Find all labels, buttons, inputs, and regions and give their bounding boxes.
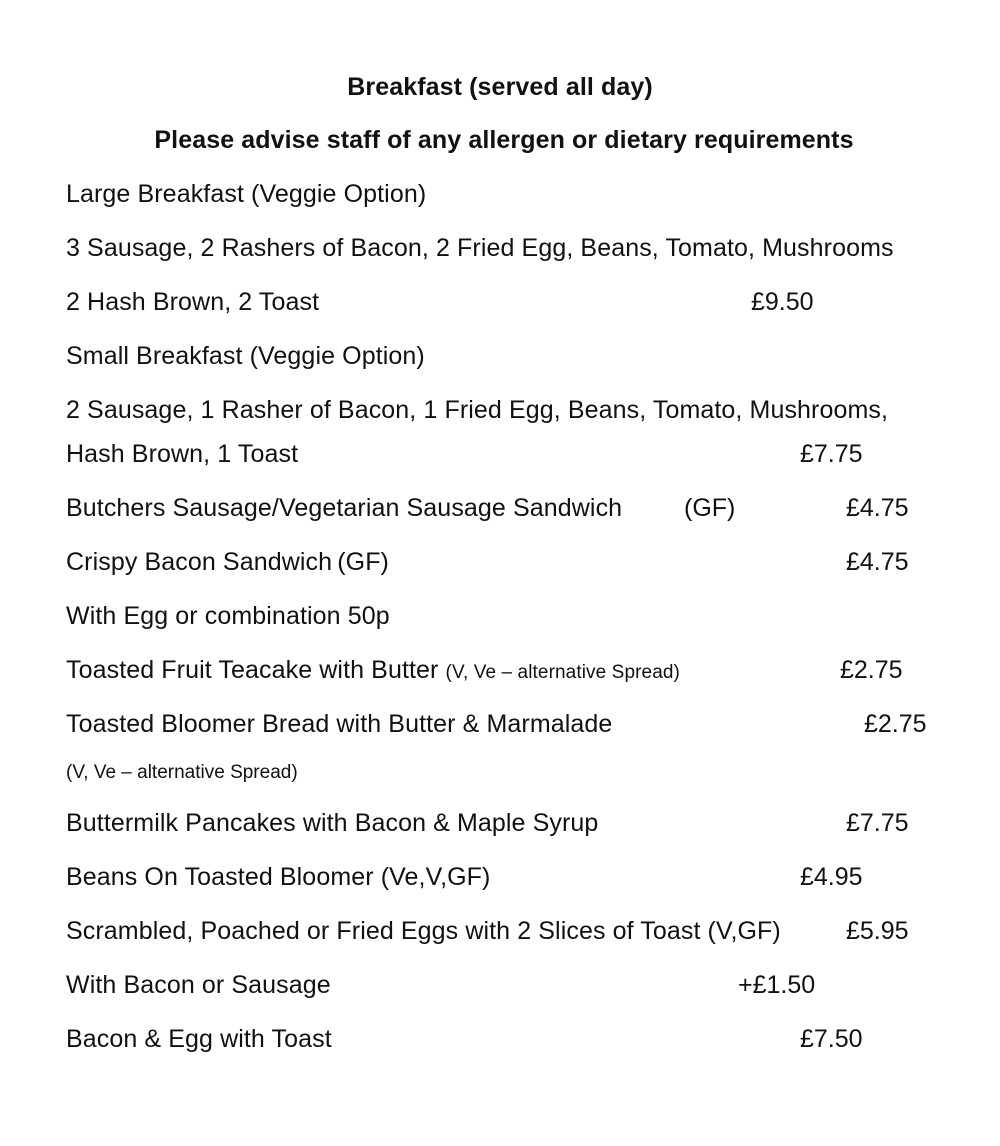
menu-item-price: £2.75: [864, 710, 927, 738]
menu-item-name: Small Breakfast (Veggie Option): [66, 342, 425, 370]
menu-item-name: Crispy Bacon Sandwich (GF): [66, 548, 389, 576]
menu-item-name: Beans On Toasted Bloomer (Ve,V,GF): [66, 863, 491, 891]
menu-item-name: Toasted Fruit Teacake with Butter: [66, 656, 439, 684]
menu-title: Breakfast (served all day): [347, 73, 653, 101]
menu-item-name: Bacon & Egg with Toast: [66, 1025, 332, 1053]
menu-item-description: Hash Brown, 1 Toast: [66, 440, 299, 468]
menu-item-price: £4.75: [846, 494, 909, 522]
menu-item-extra: With Bacon or Sausage: [66, 971, 331, 999]
menu-item-note: (V, Ve – alternative Spread): [445, 662, 680, 683]
menu-item-tag: (GF): [684, 494, 736, 522]
menu-item-name: Toasted Bloomer Bread with Butter & Marmalade: [66, 710, 613, 738]
menu-item-description: 3 Sausage, 2 Rashers of Bacon, 2 Fried Egg, Beans, Tomato, Mushrooms: [66, 234, 894, 262]
menu-item-price: £7.50: [800, 1025, 863, 1053]
menu-item-price: £7.75: [800, 440, 863, 468]
menu-item-name: Butchers Sausage/Vegetarian Sausage Sandwich: [66, 494, 623, 522]
menu-item-price: £7.75: [846, 809, 909, 837]
menu-item-price: +£1.50: [738, 971, 816, 999]
menu-item-price: £4.75: [846, 548, 909, 576]
menu-item-row: [66, 655, 680, 688]
menu-item-description: 2 Hash Brown, 2 Toast: [66, 288, 320, 316]
allergen-notice: Please advise staff of any allergen or dietary requirements: [154, 126, 854, 154]
menu-item-price: £2.75: [840, 656, 903, 684]
menu-item-description: 2 Sausage, 1 Rasher of Bacon, 1 Fried Egg, Beans, Tomato, Mushrooms,: [66, 396, 889, 424]
menu-item-extra: With Egg or combination 50p: [66, 602, 390, 630]
menu-item-price: £5.95: [846, 917, 909, 945]
menu-item-name: Large Breakfast (Veggie Option): [66, 180, 427, 208]
menu-item-name: Scrambled, Poached or Fried Eggs with 2 Slices of Toast (V,GF): [66, 917, 781, 945]
menu-item-name: Buttermilk Pancakes with Bacon & Maple Syrup: [66, 809, 599, 837]
menu-item-price: £9.50: [751, 288, 814, 316]
menu-item-price: £4.95: [800, 863, 863, 891]
menu-item-note: (V, Ve – alternative Spread): [66, 762, 298, 783]
